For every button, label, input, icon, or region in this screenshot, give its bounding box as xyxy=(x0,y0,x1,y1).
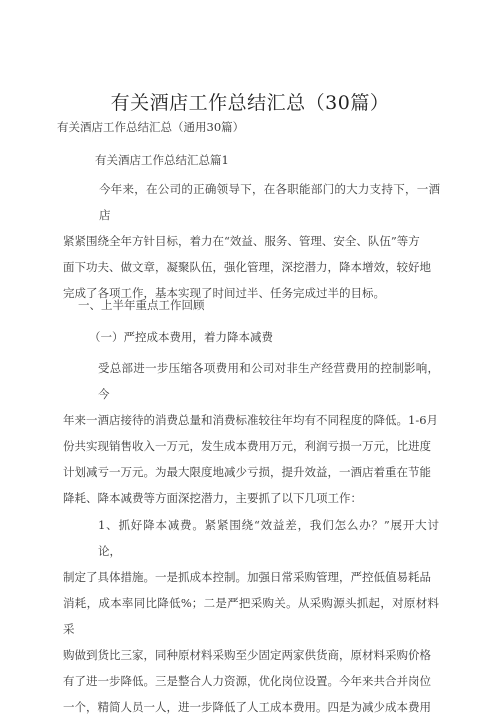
text-line: 购做到货比三家，同种原材料采购至少固定两家供货商，原材料采购价格 xyxy=(63,648,431,662)
text-line: 年来一酒店接待的消费总量和消费标准较往年均有不同程度的降低。1-6月 xyxy=(63,413,439,427)
cost-paragraph xyxy=(63,355,439,511)
heading-cost-control: （一）严控成本费用，着力降本减费 xyxy=(89,330,273,344)
text-line: 完成了各项工作，基本实现了时间过半、任务完成过半的目标。 xyxy=(63,286,385,300)
text-line: 计划减亏一万元。为最大限度地减少亏损，提升效益，一酒店着重在节能 xyxy=(63,465,431,479)
document-subtitle: 有关酒店工作总结汇总（通用30篇） xyxy=(57,120,245,134)
text-line: 份共实现销售收入一万元，发生成本费用万元，利润亏损一万元，比进度 xyxy=(63,439,431,453)
text-line: 有了进一步降低。三是整合人力资源，优化岗位设置。今年来共合并岗位 xyxy=(63,674,431,688)
measures-paragraph xyxy=(63,512,439,720)
text-line: 制定了具体措施。一是抓成本控制。加强日常采购管理，严控低值易耗品 xyxy=(63,570,431,584)
text-line: 受总部进一步压缩各项费用和公司对非生产经营费用的控制影响，今 xyxy=(98,361,439,401)
heading-first-half-review: 一、上半年重点工作回顾 xyxy=(78,298,205,312)
text-line: 降耗、降本减费等方面深挖潜力，主要抓了以下几项工作： xyxy=(63,491,362,505)
text-line: 1、抓好降本减费。紧紧围绕“效益差，我们怎么办？”展开大讨论， xyxy=(98,518,439,558)
text-line: 面下功夫、做文章，凝聚队伍，强化管理，深挖潜力，降本增效，较好地 xyxy=(63,260,431,274)
document-title: 有关酒店工作总结汇总（30篇） xyxy=(110,92,390,114)
section-title: 有关酒店工作总结汇总篇1 xyxy=(95,153,229,167)
text-line: 一个，精简人员一人，进一步降低了人工成本费用。四是为减少成本费用 xyxy=(63,700,431,714)
intro-paragraph xyxy=(63,176,440,306)
text-line: 消耗，成本率同比降低%；二是严把采购关。从采购源头抓起，对原材料采 xyxy=(63,596,439,636)
text-line: 紧紧围绕全年方针目标，着力在“效益、服务、管理、安全、队伍”等方 xyxy=(63,234,420,248)
text-line: 今年来，在公司的正确领导下，在各职能部门的大力支持下，一酒店 xyxy=(99,182,440,222)
